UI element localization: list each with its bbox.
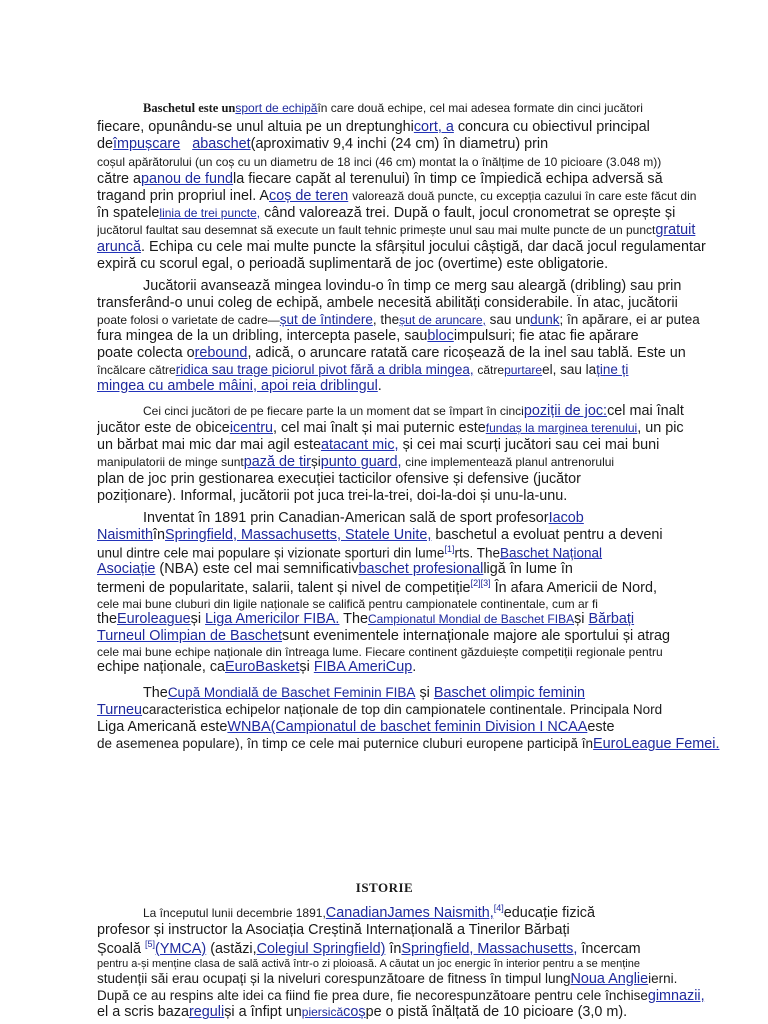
text-line: poziționare). Informal, jucătorii pot juca trei-la-trei, doi-la-doi și unu-la-unu. xyxy=(97,487,568,504)
link-james[interactable]: Iacob xyxy=(548,510,584,526)
link-basket[interactable]: coș xyxy=(343,1004,366,1021)
text-line: poate colecta orebound, adică, o aruncare ratată care ricoșează de la inel sau tablă. Este un xyxy=(97,344,686,361)
link-point-guard[interactable]: punto guard, xyxy=(320,453,402,470)
text-line: Liga Americană esteWNBA(Campionatul de baschet feminin Division I NCAAeste xyxy=(97,718,615,735)
text-line: Jucătorii avansează mingea lovindu-o în timp ce merg sau aleargă (dribling) sau prin xyxy=(143,278,682,294)
text-line: un bărbat mai mic dar mai agil esteatacant mic, și cei mai scurți jucători sau cei mai buni xyxy=(97,436,660,453)
text-line: în spatelelinia de trei puncte, când valorează trei. După o fault, jocul cronometrat se oprește și xyxy=(97,204,676,221)
link-small-forward[interactable]: atacant mic, xyxy=(320,436,399,453)
text-line: poate folosi o varietate de cadre—șut de întindere, theșut de aruncare, sau undunk; în apărare, ei ar putea xyxy=(97,311,700,327)
link-nba-association[interactable]: Asociație xyxy=(97,561,156,578)
link-women-world-cup[interactable]: Cupă Mondială de Baschet Feminin FIBA xyxy=(167,685,416,700)
text-line: deîmpușcare abaschet(aproximativ 9,4 inchi (24 cm) în diametru) prin xyxy=(97,135,549,152)
text-line: Inventat în 1891 prin Canadian-American sală de sport profesorIacob xyxy=(143,510,584,526)
link-dunk[interactable]: dunk xyxy=(530,311,560,327)
link-backboard[interactable]: panou de fund xyxy=(141,170,234,187)
link-tournament[interactable]: Turneu xyxy=(97,701,143,718)
link-hook-shot[interactable]: șut de aruncare, xyxy=(399,312,486,327)
link-throw[interactable]: aruncă xyxy=(97,238,142,255)
link-free-throw[interactable]: gratuit xyxy=(655,221,696,238)
link-fiba-world-cup[interactable]: Campionatul Mondial de Baschet FIBA xyxy=(367,612,575,627)
link-shooting-guard[interactable]: pază de tir xyxy=(243,453,311,470)
text-line: mingea cu ambele mâini, apoi reia driblingul. xyxy=(97,377,382,394)
text-line: el a scris bazareguliși a înfipt unpiersicăcoșpe o pistă înălțată de 10 picioare (3,0 m). xyxy=(97,1004,628,1021)
text-line: jucător este de obiceicentru, cel mai înalt și mai puternic estefundaș la marginea terenului, un pic xyxy=(97,419,684,436)
link-pro-basketball[interactable]: baschet profesional xyxy=(358,561,484,578)
text-line: Școală [5](YMCA) (astăzi,Colegiul Springfield) înSpringfield, Massachusetts, încercam xyxy=(97,938,641,957)
paragraph-gameplay xyxy=(97,278,737,395)
text-line: de asemenea populare), în timp ce cele mai puternice cluburi europene participă înEuroLeague Femei. xyxy=(97,735,720,752)
text-line: Baschetul este unsport de echipăîn care două echipe, cel mai adesea formate din cinci jucători xyxy=(143,101,643,115)
text-line: plan de joc prin gestionarea execuției tacticilor ofensive și defensive (jucător xyxy=(97,470,581,487)
paragraph-history xyxy=(97,903,737,1021)
link-ymca[interactable]: (YMCA) xyxy=(155,940,207,957)
paragraph-women xyxy=(97,685,737,753)
text-line: cele mai bune echipe naționale din întreaga lume. Fiecare continent găzduiește competiții regionale pentru xyxy=(97,645,663,660)
link-team-sport[interactable]: sport de echipă xyxy=(235,101,318,115)
link-rules[interactable]: reguli xyxy=(188,1004,225,1021)
text-line: Turneucaracteristica echipelor naționale de top din campionatele continentale. Principala Nord xyxy=(97,701,663,718)
text-line: După ce au respins alte idei ca fiind fie prea dure, fie necorespunzătoare pentru cele închisegimnazii, xyxy=(97,987,705,1004)
text-line: fiecare, opunându-se unul altuia pe un dreptunghicort, a concura cu obiectivul principal xyxy=(97,118,650,135)
link-court[interactable]: cort, a xyxy=(413,118,454,135)
link-eurobasket[interactable]: EuroBasket xyxy=(225,659,300,676)
link-power-forward[interactable]: fundaș la marginea terenului xyxy=(485,420,638,435)
text-line: tragand prin propriul inel. Acoș de teren valorează două puncte, cu excepția cazului în care este făcut din xyxy=(97,187,697,204)
link-new-england[interactable]: Noua Anglie xyxy=(570,970,649,987)
link-springfield[interactable]: Springfield, Massachusetts, Statele Unite, xyxy=(165,526,432,543)
link-nba[interactable]: Baschet Național xyxy=(499,545,603,561)
text-line: unul dintre cele mai populare și vizionate sporturi din lume[1]rts. TheBaschet Național xyxy=(97,543,603,561)
text-line: fura mingea de la un dribling, intercepta pasele, saublocimpulsuri; fie atac fie apărare xyxy=(97,327,639,344)
text-line: Asociație (NBA) este cel mai semnificativbaschet profesionalligă în lume în xyxy=(97,561,573,578)
link-carrying[interactable]: purtare xyxy=(504,362,543,377)
link-basketball[interactable]: abaschet xyxy=(192,135,251,152)
link-traveling[interactable]: ridica sau trage piciorul pivot fără a dribla mingea, xyxy=(175,361,474,377)
link-euroleague-women[interactable]: EuroLeague Femei. xyxy=(593,735,720,752)
link-double-dribble[interactable]: ține ți xyxy=(596,361,629,377)
link-peach[interactable]: piersică xyxy=(301,1005,344,1020)
link-three-point-line[interactable]: linia de trei puncte, xyxy=(159,205,261,220)
link-shooting[interactable]: împușcare xyxy=(113,135,181,152)
link-positions[interactable]: poziții de joc: xyxy=(523,403,608,419)
text-line: studenții săi erau ocupați și la niveluri corespunzătoare de fitness în timpul lungNoua Anglieierni. xyxy=(97,970,678,987)
text-line: pentru a-și menține clasa de sală activă într-o zi ploioasă. A căutat un joc energic în interior pentru a se menține xyxy=(97,957,640,970)
text-line: echipe naționale, caEuroBasketși FIBA AmeriCup. xyxy=(97,659,417,676)
link-rebound[interactable]: rebound xyxy=(194,344,248,361)
link-springfield-college[interactable]: Colegiul Springfield) xyxy=(256,940,386,957)
text-line: cele mai bune cluburi din ligile naționale se califică pentru campionatele continentale, cum ar fi xyxy=(97,597,598,612)
link-euroleague[interactable]: Euroleague xyxy=(117,611,191,628)
text-line: încălcare cătreridica sau trage piciorul pivot fără a dribla mingea, cătrepurtareel, sau laține ți xyxy=(97,361,629,377)
section-heading: ISTORIE xyxy=(355,880,414,895)
text-line: transferând-o unui coleg de echipă, ambele necesită abilități considerabile. În atac, jucătorii xyxy=(97,294,678,311)
text-line: manipulatorii de minge suntpază de tirșipunto guard, cine implementează planul antrenorului xyxy=(97,453,615,470)
text-line: jucătorul faultat sau desemnat să execute un fault tehnic primește unul sau mai multe puncte de un punctgratuit xyxy=(97,221,696,238)
link-men[interactable]: Bărbați xyxy=(588,611,635,628)
link-block[interactable]: bloc xyxy=(427,327,454,344)
link-olympic-tournament[interactable]: Turneul Olimpian de Baschet xyxy=(97,628,283,645)
text-line: TheCupă Mondială de Baschet Feminin FIBA și Baschet olimpic feminin xyxy=(143,685,586,701)
paragraph-positions xyxy=(97,403,737,505)
text-line: Turneul Olimpian de Baschetsunt evenimentele internaționale majore ale sportului și atrag xyxy=(97,628,671,645)
text-line: coșul apărătorului (un coș cu un diametru de 18 inci (46 cm) montat la o înălțime de 10 picioare (3.048 m)) xyxy=(97,154,662,169)
text-line: profesor și instructor la Asociația Creștină Internațională a Tinerilor Bărbați xyxy=(97,921,570,938)
text-line: NaismithînSpringfield, Massachusetts, Statele Unite, baschetul a evoluat pentru a deveni xyxy=(97,526,663,543)
citation[interactable]: [5] xyxy=(145,938,156,949)
text-line: termeni de popularitate, salarii, talent și nivel de competiție[2][3] În afara Americii de Nord, xyxy=(97,578,657,597)
text-line: La începutul lunii decembrie 1891,CanadianJames Naismith,[4]educație fizică xyxy=(143,903,595,921)
link-james-naismith[interactable]: CanadianJames Naismith, xyxy=(325,904,494,921)
paragraph-popularity xyxy=(97,510,737,676)
paragraph-intro xyxy=(97,101,737,273)
link-naismith[interactable]: Naismith xyxy=(97,526,153,543)
link-springfield-ma[interactable]: Springfield, Massachusetts, xyxy=(401,940,578,957)
link-fiba-americas[interactable]: Liga Americilor FIBA. xyxy=(205,611,340,628)
text-line: aruncă. Echipa cu cele mai multe puncte la sfârșitul jocului câștigă, dar dacă jocul regulamentar xyxy=(97,238,706,255)
link-women-olympic[interactable]: Baschet olimpic feminin xyxy=(433,685,586,701)
citation[interactable]: [1] xyxy=(444,543,455,554)
link-americup[interactable]: FIBA AmeriCup xyxy=(313,659,413,676)
bold-lead: Baschetul este un xyxy=(143,101,236,115)
link-center[interactable]: icentru xyxy=(229,419,274,436)
text-line: expiră cu scorul egal, o perioadă suplimentară de joc (overtime) este obligatorie. xyxy=(97,255,609,272)
text-line: theEuroleagueși Liga Americilor FIBA. TheCampionatul Mondial de Baschet FIBAși Bărbați xyxy=(97,611,635,628)
link-jump-shot[interactable]: șut de întindere xyxy=(279,311,373,327)
citation[interactable]: [2][3] xyxy=(470,578,491,589)
text-line: Cei cinci jucători de pe fiecare parte la un moment dat se împart în cincipoziții de joc:cel mai înalt xyxy=(143,403,684,419)
link-wnba[interactable]: WNBA(Campionatul de baschet feminin Division I NCAA xyxy=(227,718,588,735)
citation[interactable]: [4] xyxy=(493,903,504,913)
link-field-goal[interactable]: coș de teren xyxy=(269,187,349,204)
link-gyms[interactable]: gimnazii, xyxy=(647,987,705,1004)
text-line: către apanou de fundla fiecare capăt al terenului) în timp ce împiedică echipa adversă să xyxy=(97,170,663,187)
link-double-dribble-cont[interactable]: mingea cu ambele mâini, apoi reia driblingul xyxy=(97,377,378,394)
